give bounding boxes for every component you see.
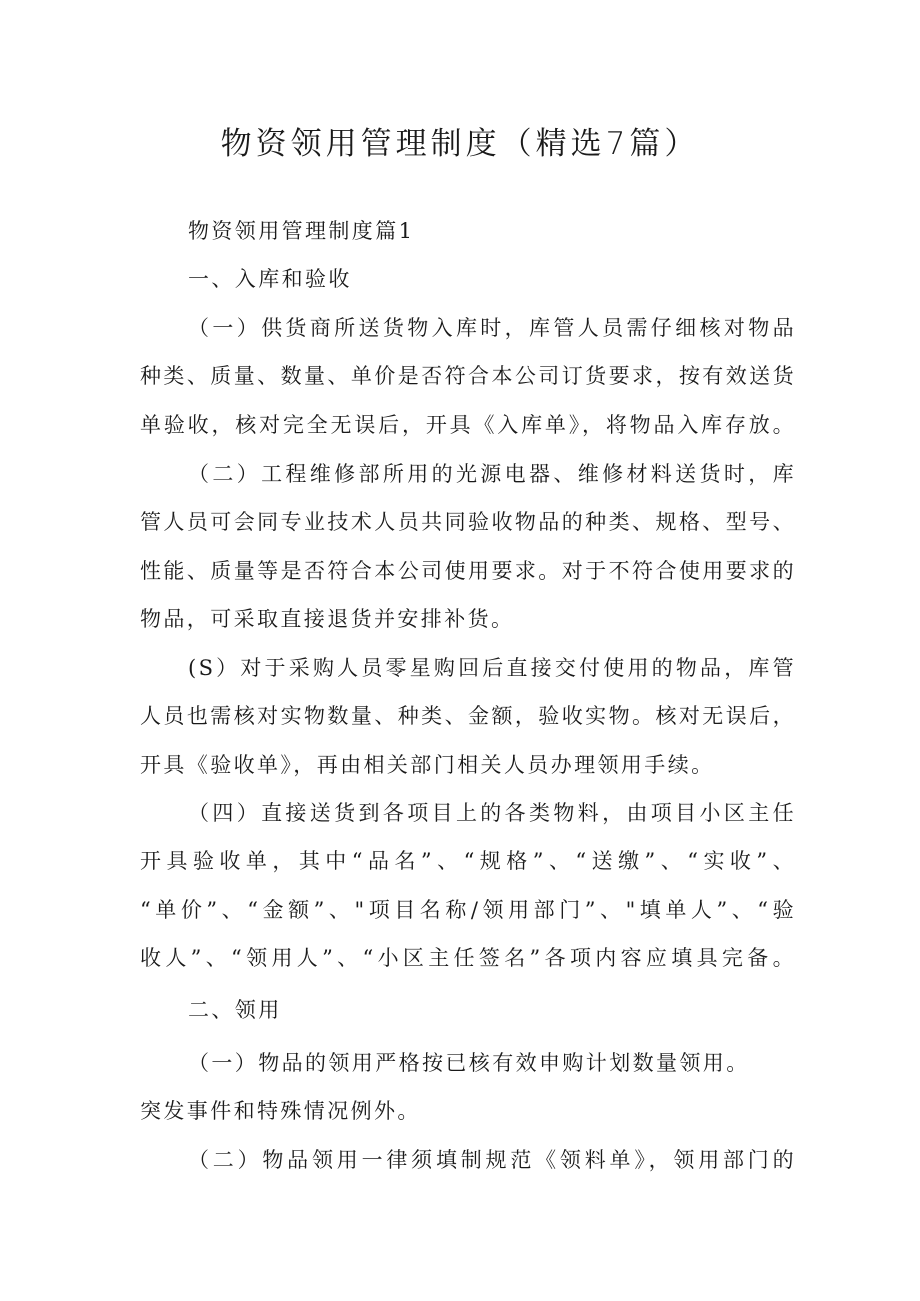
text-line: （一）供货商所送货物入库时，库管人员需仔细核对物品	[188, 316, 796, 340]
text-line: （四）直接送货到各项目上的各类物料，由项目小区主任	[188, 801, 796, 825]
text-line: 种类、质量、数量、单价是否符合本公司订货要求，按有效送货	[140, 364, 796, 388]
text-line: 人员也需核对实物数量、种类、金额，验收实物。核对无误后，	[140, 704, 796, 728]
text-line: 开具验收单，其中“品名”、“规格”、“送缴”、“实收”、	[140, 849, 796, 873]
text-line: 物品，可采取直接退货并安排补货。	[140, 607, 515, 631]
text-line: 开具《验收单》，再由相关部门相关人员办理领用手续。	[140, 753, 715, 777]
document-title: 物资领用管理制度（精选7篇）	[220, 126, 700, 162]
text-line: (S）对于采购人员零星购回后直接交付使用的物品，库管	[188, 656, 796, 680]
text-line: 单验收，核对完全无误后，开具《入库单》，将物品入库存放。	[140, 413, 796, 437]
text-line: （二）工程维修部所用的光源电器、维修材料送货时，库	[188, 462, 796, 486]
text-line: （一）物品的领用严格按已核有效申购计划数量领用。	[188, 1051, 750, 1075]
text-line: （二）物品领用一律须填制规范《领料单》，领用部门的	[188, 1148, 796, 1172]
text-line: 收人”、“领用人”、“小区主任签名”各项内容应填具完备。	[140, 946, 796, 970]
text-line: 一、入库和验收	[188, 267, 352, 291]
text-line: 物资领用管理制度篇1	[188, 219, 415, 243]
text-line: 二、领用	[188, 998, 282, 1022]
text-line: 突发事件和特殊情况例外。	[140, 1099, 421, 1123]
text-line: 管人员可会同专业技术人员共同验收物品的种类、规格、型号、	[140, 510, 796, 534]
text-line: 性能、质量等是否符合本公司使用要求。对于不符合使用要求的	[140, 559, 796, 583]
text-line: “单价”、“金额”、"项目名称/领用部门”、"填单人”、“验	[140, 898, 796, 922]
